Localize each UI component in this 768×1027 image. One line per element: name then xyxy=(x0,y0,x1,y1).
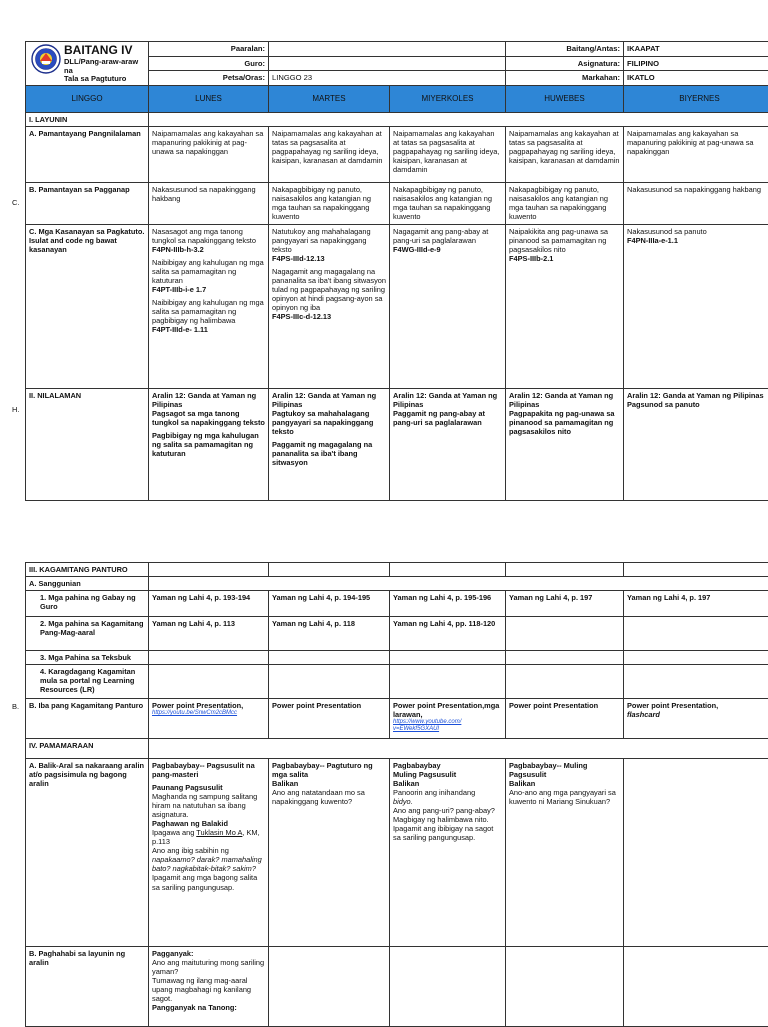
text: Paggamit ng pang-abay at pang-uri sa paglalarawan xyxy=(393,409,502,427)
blank xyxy=(624,665,768,699)
blank xyxy=(149,739,768,759)
text: Tuklasin Mo A xyxy=(196,828,242,837)
row-pamantayan-sa-pagganap xyxy=(26,182,768,224)
text: Ano-ano ang mga pangyayari sa kuwento ni Mariang Sinukuan? xyxy=(509,788,620,806)
cell-miyerkoles xyxy=(390,947,506,1027)
cell-biyernes: Yaman ng Lahi 4, p. 197 xyxy=(624,591,768,617)
text: Ipagamit ang ibibigay na sagot sa sariling pangungusap. xyxy=(393,824,502,842)
paaralan-label: Paaralan: xyxy=(149,42,269,57)
text: Pagbabaybay xyxy=(393,761,502,770)
row-iba-pang-kagamitan xyxy=(26,699,768,739)
paaralan-value[interactable] xyxy=(269,42,506,57)
text: , KM, p.113 xyxy=(152,828,260,846)
text: Natutukoy ang mahahalagang pangyayari sa napakinggang teksto xyxy=(272,227,371,254)
cell-biyernes: Nakasusunod sa napakinggang hakbang xyxy=(624,182,768,224)
row-label xyxy=(26,224,149,388)
text: napakaamo? darak? mamahaling bato? nagkabitak-bitak? sakim? xyxy=(152,855,265,873)
cell-biyernes xyxy=(624,224,768,388)
code: F4PS-IIId-12.13 xyxy=(272,254,325,263)
text: Ano ang natatandaan mo sa napakinggang kuwento? xyxy=(272,788,386,806)
blank xyxy=(390,651,506,665)
cell-huwebes xyxy=(506,224,624,388)
code: F4PT-IIId-e- 1.11 xyxy=(152,325,208,334)
cell-martes xyxy=(269,224,390,388)
code: F4PS-IIIb-2.1 xyxy=(509,254,553,263)
text: Naibibigay ang kahulugan ng mga salita sa pamamagitan ng pagbibigay ng halimbawa xyxy=(152,298,264,325)
blank xyxy=(624,563,768,577)
text: Power point Presentation,mga larawan, xyxy=(393,701,502,719)
row-karagdagang-kagamitan xyxy=(26,665,768,699)
row-balik-aral xyxy=(26,759,768,947)
cell-huwebes: Nakapagbibigay ng panuto, naisasakilos ang katangian ng mga tauhan sa napakinggang kuwento xyxy=(506,182,624,224)
cell-miyerkoles: Nakapagbibigay ng panuto, naisasakilos ang katangian ng mga tauhan sa napakinggang kuwento xyxy=(390,182,506,224)
cell-miyerkoles: Yaman ng Lahi 4, pp. 118-120 xyxy=(390,617,506,651)
text: Paggamit ng magagalang na pananalita sa iba't ibang sitwasyon xyxy=(272,440,386,467)
text: Pangganyak na Tanong: xyxy=(152,1003,265,1012)
text: Power point Presentation, xyxy=(152,701,265,710)
row-teksbuk xyxy=(26,651,768,665)
dll-table-bottom xyxy=(25,562,768,1027)
blank xyxy=(269,665,390,699)
layunin-blank xyxy=(149,112,768,126)
text: Nakasusunod sa panuto xyxy=(627,227,707,236)
cell-biyernes: Naipamamalas ang kakayahan sa mapanuring pakikinig at pag-unawa sa napakinggan xyxy=(624,126,768,182)
youtube-link[interactable]: https://www.youtube.com/ v=EWekf5GXAUI xyxy=(393,719,502,734)
text: Muling Pagsusulit xyxy=(393,770,502,779)
cell-martes xyxy=(269,388,390,500)
youtube-link[interactable]: https://youtu.be/SnwCm2cBMcc xyxy=(152,710,265,717)
text: Magbigay ng halimbawa nito. xyxy=(393,815,502,824)
blank xyxy=(506,665,624,699)
kasanayan-label-1: C. Mga Kasanayan sa Pagkatuto. xyxy=(29,227,145,236)
baitang-label: Baitang/Antas: xyxy=(506,42,624,57)
col-header-lunes: LUNES xyxy=(149,85,269,112)
text: Paunang Pagsusulit xyxy=(152,783,265,792)
section-kagamitang-panturo: III. KAGAMITANG PANTURO xyxy=(26,563,149,577)
cell-martes: Nakapagbibigay ng panuto, naisasakilos ang katangian ng mga tauhan sa napakinggang kuwento xyxy=(269,182,390,224)
text: Ipagawa ang xyxy=(152,828,196,837)
cell-lunes xyxy=(149,947,269,1027)
blank xyxy=(624,651,768,665)
aralin-title: Aralin 12: Ganda at Yaman ng Pilipinas xyxy=(152,391,265,409)
row-kagamitang-mag-aaral xyxy=(26,617,768,651)
markahan-label: Markahan: xyxy=(506,71,624,85)
cell-biyernes xyxy=(624,699,768,739)
cell-miyerkoles: Yaman ng Lahi 4, p. 195-196 xyxy=(390,591,506,617)
cell-huwebes: Power point Presentation xyxy=(506,699,624,739)
code: F4PN-IIIa-e-1.1 xyxy=(627,236,678,245)
guro-value[interactable] xyxy=(269,57,506,71)
cell-miyerkoles: Naipamamalas ang kakayahan at tatas sa pagsasalita at pagpapahayag ng sariling ideya, kaisipan, karanasan at damdamin xyxy=(390,126,506,182)
text: Nagagamit ang pang-abay at pang-uri sa paglalarawan xyxy=(393,227,488,245)
text: Pagpapakita ng pag-unawa sa pinanood sa pamamagitan ng pagsasakilos nito xyxy=(509,409,620,436)
cell-lunes xyxy=(149,388,269,500)
aralin-title: Aralin 12: Ganda at Yaman ng Pilipinas xyxy=(272,391,386,409)
cell-huwebes xyxy=(506,759,624,947)
row-label: B. Iba pang Kagamitang Panturo xyxy=(26,699,149,739)
text: Power point Presentation, xyxy=(627,701,768,710)
section-pamamaraan: IV. PAMAMARAAN xyxy=(26,739,149,759)
blank xyxy=(149,563,269,577)
asignatura-label: Asignatura: xyxy=(506,57,624,71)
text: Pagbibigay ng mga kahulugan ng salita sa pamamagitan ng katuturan xyxy=(152,431,265,458)
cell-lunes: Yaman ng Lahi 4, p. 113 xyxy=(149,617,269,651)
text: Panoorin ang inihandang xyxy=(393,788,502,797)
text: Naipakikita ang pag-unawa sa pinanood sa pamamagitan ng pagsasakilos nito xyxy=(509,227,608,254)
day-header-row xyxy=(26,85,768,112)
code: F4PN-IIIb-h-3.2 xyxy=(152,245,204,254)
cell-lunes: Nakasusunod sa napakinggang hakbang xyxy=(149,182,269,224)
cell-lunes: Naipamamalas ang kakayahan sa mapanuring pakikinig at pag-unawa sa napakinggan xyxy=(149,126,269,182)
blank xyxy=(149,651,269,665)
text: Ano ang ibig sabihin ng xyxy=(152,846,265,855)
cell-miyerkoles xyxy=(390,759,506,947)
aralin-title: Aralin 12: Ganda at Yaman ng Pilipinas xyxy=(509,391,620,409)
cell-lunes xyxy=(149,224,269,388)
row-label: II. NILALAMAN xyxy=(26,388,149,500)
cell-biyernes xyxy=(624,388,768,500)
petsa-label: Petsa/Oras: xyxy=(149,71,269,85)
text: Tumawag ng ilang mag-aaral upang magbahagi ng kanilang sagot. xyxy=(152,976,265,1003)
blank xyxy=(149,665,269,699)
text: Balikan xyxy=(393,779,502,788)
blank xyxy=(506,651,624,665)
cell-martes: Naipamamalas ang kakayahan at tatas sa pagsasalita at pagpapahayag ng sariling ideya, kaisipan, karanasan at damdamin xyxy=(269,126,390,182)
text: Maghanda ng sampung salitang hiram na natutuhan sa ibang asignatura. xyxy=(152,792,265,819)
text: Pagsunod sa panuto xyxy=(627,400,768,409)
aralin-title: Aralin 12: Ganda at Yaman ng Pilipinas xyxy=(627,391,768,400)
text: Ano ang pang-uri? pang-abay? xyxy=(393,806,502,815)
cell-martes xyxy=(269,947,390,1027)
kasanayan-label-2: Isulat and code ng bawat kasanayan xyxy=(29,236,145,254)
text xyxy=(152,828,265,846)
cell-lunes: Yaman ng Lahi 4, p. 193-194 xyxy=(149,591,269,617)
side-marker-b: B. xyxy=(12,702,19,711)
col-header-biyernes: BIYERNES xyxy=(624,85,768,112)
text: Balikan xyxy=(272,779,386,788)
row-label: B. Pamantayan sa Pagganap xyxy=(26,182,149,224)
cell-miyerkoles xyxy=(390,388,506,500)
code: F4PT-IIIb-i-e 1.7 xyxy=(152,285,206,294)
cell-martes: Yaman ng Lahi 4, p. 118 xyxy=(269,617,390,651)
row-label: 4. Karagdagang Kagamitan mula sa portal ng Learning Resources (LR) xyxy=(26,665,149,699)
text: Nagagamit ang magagalang na pananalita sa iba't ibang sitwasyon tulad ng pagpapahayag ng sariling opinyon at hindi pagsang-ayon sa opinyon ng iba xyxy=(272,267,386,312)
cell-miyerkoles xyxy=(390,699,506,739)
row-paghahabi xyxy=(26,947,768,1027)
dll-subtitle-2: Tala sa Pagtuturo xyxy=(64,74,126,83)
text: Pagbabaybay-- Pagtuturo ng mga salita xyxy=(272,761,386,779)
row-gabay-ng-guro xyxy=(26,591,768,617)
sanggunian-label: A. Sanggunian xyxy=(26,577,149,591)
text: flashcard xyxy=(627,710,768,719)
dll-subtitle-1: DLL/Pang-araw-araw na xyxy=(64,57,145,75)
text: Paghawan ng Balakid xyxy=(152,819,265,828)
text: Ipagamit ang mga bagong salita sa sariling pangungusap. xyxy=(152,873,265,891)
side-marker-c: C. xyxy=(12,198,20,207)
cell-martes: Power point Presentation xyxy=(269,699,390,739)
cell-huwebes xyxy=(506,388,624,500)
cell-biyernes xyxy=(624,617,768,651)
text: Naibibigay ang kahulugan ng mga salita sa pamamagitan ng katuturan xyxy=(152,258,264,285)
text: Pagsagot sa mga tanong tungkol sa napakinggang teksto xyxy=(152,409,265,427)
code: F4WG-IIId-e-9 xyxy=(393,245,441,254)
aralin-title: Aralin 12: Ganda at Yaman ng Pilipinas xyxy=(393,391,502,409)
grade-title: BAITANG IV xyxy=(64,44,145,57)
section-layunin: I. LAYUNIN xyxy=(26,112,149,126)
text: Pagbabaybay-- Muling Pagsusulit xyxy=(509,761,620,779)
cell-biyernes xyxy=(624,947,768,1027)
text: Ano ang maituturing mong sariling yaman? xyxy=(152,958,265,976)
text: bidyo. xyxy=(393,797,502,806)
blank xyxy=(149,577,768,591)
code: F4PS-IIIc-d-12.13 xyxy=(272,312,331,321)
guro-label: Guro: xyxy=(149,57,269,71)
row-pamantayang-pangnilalaman xyxy=(26,126,768,182)
markahan-value: IKATLO xyxy=(624,71,768,85)
col-header-martes: MARTES xyxy=(269,85,390,112)
cell-miyerkoles xyxy=(390,224,506,388)
row-label: A. Balik-Aral sa nakaraang aralin at/o pagsisimula ng bagong aralin xyxy=(26,759,149,947)
col-header-huwebes: HUWEBES xyxy=(506,85,624,112)
row-label: A. Pamantayang Pangnilalaman xyxy=(26,126,149,182)
cell-huwebes xyxy=(506,947,624,1027)
row-kasanayan xyxy=(26,224,768,388)
cell-huwebes: Naipamamalas ang kakayahan at tatas sa pagsasalita at pagpapahayag ng sariling ideya, kaisipan, karanasan at damdamin xyxy=(506,126,624,182)
cell-huwebes: Yaman ng Lahi 4, p. 197 xyxy=(506,591,624,617)
cell-huwebes xyxy=(506,617,624,651)
blank xyxy=(269,651,390,665)
text: Pagbabaybay-- Pagsusulit na pang-masteri xyxy=(152,761,265,779)
blank xyxy=(269,563,390,577)
row-nilalaman xyxy=(26,388,768,500)
text: Pagtukoy sa mahahalagang pangyayari sa napakinggang teksto xyxy=(272,409,386,436)
petsa-value: LINGGO 23 xyxy=(269,71,506,85)
cell-lunes xyxy=(149,759,269,947)
col-header-miyerkoles: MIYERKOLES xyxy=(390,85,506,112)
row-label: 3. Mga Pahina sa Teksbuk xyxy=(26,651,149,665)
text: Nasasagot ang mga tanong tungkol sa napakinggang teksto xyxy=(152,227,256,245)
col-header-linggo: LINGGO xyxy=(26,85,149,112)
blank xyxy=(390,665,506,699)
blank xyxy=(506,563,624,577)
text: Balikan xyxy=(509,779,620,788)
dll-table-top xyxy=(25,41,768,501)
cell-martes xyxy=(269,759,390,947)
asignatura-value: FILIPINO xyxy=(624,57,768,71)
row-label: B. Paghahabi sa layunin ng aralin xyxy=(26,947,149,1027)
cell-lunes xyxy=(149,699,269,739)
row-label: 1. Mga pahina ng Gabay ng Guro xyxy=(26,591,149,617)
cell-martes: Yaman ng Lahi 4, p. 194-195 xyxy=(269,591,390,617)
text: Pagganyak: xyxy=(152,949,265,958)
baitang-value: IKAAPAT xyxy=(624,42,768,57)
cell-biyernes xyxy=(624,759,768,947)
blank xyxy=(390,563,506,577)
side-marker-h: H. xyxy=(12,405,20,414)
row-label: 2. Mga pahina sa Kagamitang Pang-Mag-aaral xyxy=(26,617,149,651)
